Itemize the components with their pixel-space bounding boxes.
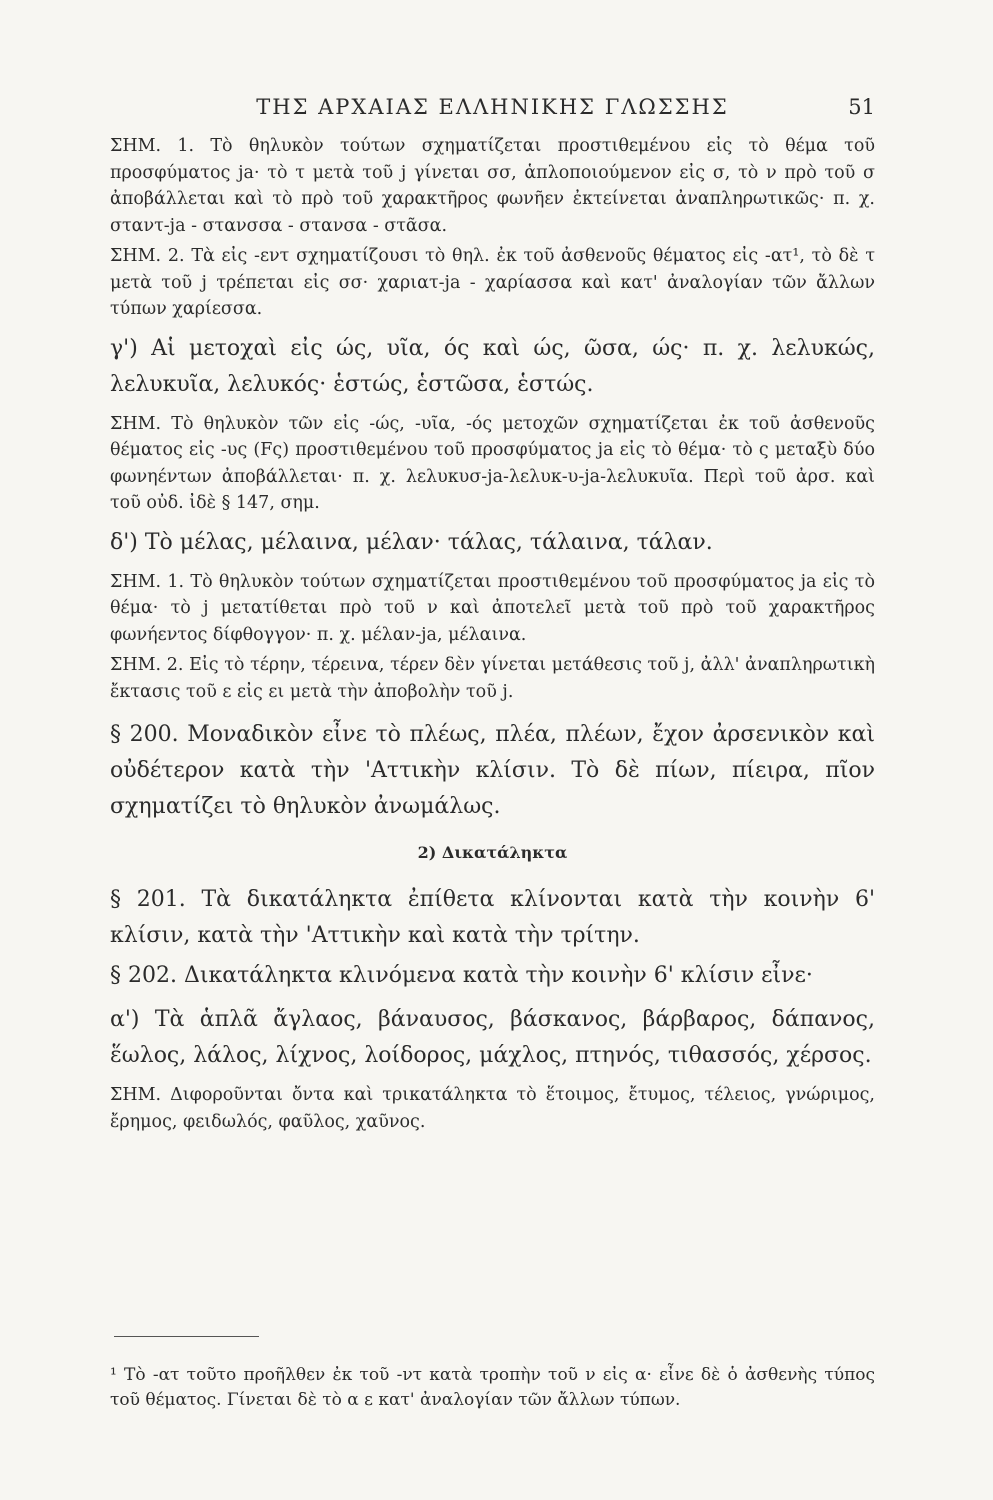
- body-paragraph: γ') Αἱ μετοχαὶ εἰς ώς, υῖα, ός καὶ ώς, ῶσα, ώς· π. χ. λελυκώς, λελυκυῖα, λελυκός· ἑστώς, ἑστῶσα, ἑστώς.: [110, 335, 875, 397]
- note-paragraph: ΣΗΜ. 1. Τὸ θηλυκὸν τούτων σχηματίζεται προστιθεμένου τοῦ προσφύματος ja εἰς τὸ θέμα· τὸ j μετατίθεται πρὸ τοῦ ν καὶ ἀποτελεῖ μετὰ τοῦ πρὸ τοῦ χαρακτῆρος φωνήεντος δίφθογγον· π. χ. μέλαν-ja, μέλαινα.: [110, 571, 875, 645]
- body-paragraph: δ') Τὸ μέλας, μέλαινα, μέλαν· τάλας, τάλαινα, τάλαν.: [110, 529, 713, 555]
- section-paragraph: § 201. Τὰ δικατάληκτα ἐπίθετα κλίνονται κατὰ τὴν κοινὴν 6' κλίσιν, κατὰ τὴν 'Αττικὴν καὶ κατὰ τὴν τρίτην.: [110, 887, 875, 948]
- footnote-rule: [114, 1336, 259, 1337]
- note-paragraph: ΣΗΜ. Διφοροῦνται ὄντα καὶ τρικατάληκτα τὸ ἕτοιμος, ἔτυμος, τέλειος, γνώριμος, ἔρημος, φειδωλός, φαῦλος, χαῦνος.: [110, 1085, 875, 1132]
- note-paragraph: ΣΗΜ. 2. Εἰς τὸ τέρην, τέρεινα, τέρεν δὲν γίνεται μετάθεσις τοῦ j, ἀλλ' ἀναπληρωτικὴ ἔκτασις τοῦ ε εἰς ει μετὰ τὴν ἀποβολὴν τοῦ j.: [110, 655, 875, 702]
- section-paragraph: § 200. Μοναδικὸν εἶνε τὸ πλέως, πλέα, πλέων, ἔχον ἀρσενικὸν καὶ οὐδέτερον κατὰ τὴν 'Αττικὴν κλίσιν. Τὸ δὲ πίων, πίειρα, πῖον σχηματίζει τὸ θηλυκὸν ἀνωμάλως.: [110, 722, 875, 819]
- footnotes: [110, 1336, 875, 1413]
- page-header: [110, 93, 875, 125]
- running-title: ΤΗΣ ΑΡΧΑΙΑΣ ΕΛΛΗΝΙΚΗΣ ΓΛΩΣΣΗΣ: [256, 95, 729, 119]
- section-heading: 2) Δικατάληκτα: [417, 843, 568, 862]
- note-paragraph: ΣΗΜ. Τὸ θηλυκὸν τῶν εἰς -ώς, -υῖα, -ός μετοχῶν σχηματίζεται ἐκ τοῦ ἀσθενοῦς θέματος εἰς -υς (Fς) προστιθεμένου τοῦ προσφύματος ja εἰς τὸ θέμα· τὸ ς μεταξὺ δύο φωνηέντων ἀποβάλλεται· π. χ. λελυκυσ-ja-λελυκ-υ-ja-λελυκυῖα. Περὶ τοῦ ἀρσ. καὶ τοῦ οὐδ. ἰδὲ § 147, σημ.: [110, 413, 875, 513]
- page-number: 51: [848, 95, 875, 119]
- body-text: [110, 133, 875, 1135]
- body-paragraph: α') Τὰ ἁπλᾶ ἄγλαος, βάναυσος, βάσκανος, βάρβαρος, δάπανος, ἕωλος, λάλος, λίχνος, λοίδορος, μάχλος, πτηνός, τιθασσός, χέρσος.: [110, 1007, 875, 1068]
- note-paragraph: ΣΗΜ. 2. Τὰ εἰς -εντ σχηματίζουσι τὸ θηλ. ἐκ τοῦ ἀσθενοῦς θέματος εἰς -ατ¹, τὸ δὲ τ μετὰ τοῦ j τρέπεται εἰς σσ· χαριατ-ja - χαρίασσα καὶ κατ' ἀναλογίαν τῶν ἄλλων τύπων χαρίεσσα.: [110, 246, 875, 319]
- section-paragraph: § 202. Δικατάληκτα κλινόμενα κατὰ τὴν κοινὴν 6' κλίσιν εἶνε·: [110, 963, 813, 988]
- footnote: ¹ Τὸ -ατ τοῦτο προῆλθεν ἐκ τοῦ -ντ κατὰ τροπὴν τοῦ ν εἰς α· εἶνε δὲ ὁ ἀσθενὴς τύπος τοῦ θέματος. Γίνεται δὲ τὸ α ε κατ' ἀναλογίαν τῶν ἄλλων τύπων.: [110, 1365, 875, 1410]
- note-paragraph: ΣΗΜ. 1. Τὸ θηλυκὸν τούτων σχηματίζεται προστιθεμένου εἰς τὸ θέμα τοῦ προσφύματος ja· τὸ τ μετὰ τοῦ j γίνεται σσ, ἁπλοποιούμενον εἰς σ, τὸ ν πρὸ τοῦ σ ἀποβάλλεται καὶ τὸ πρὸ τοῦ χαρακτῆρος φωνῆεν ἐκτείνεται ἀναπληρωτικῶς· π. χ. σταντ-ja - στανσσα - στανσα - στᾶσα.: [110, 136, 875, 236]
